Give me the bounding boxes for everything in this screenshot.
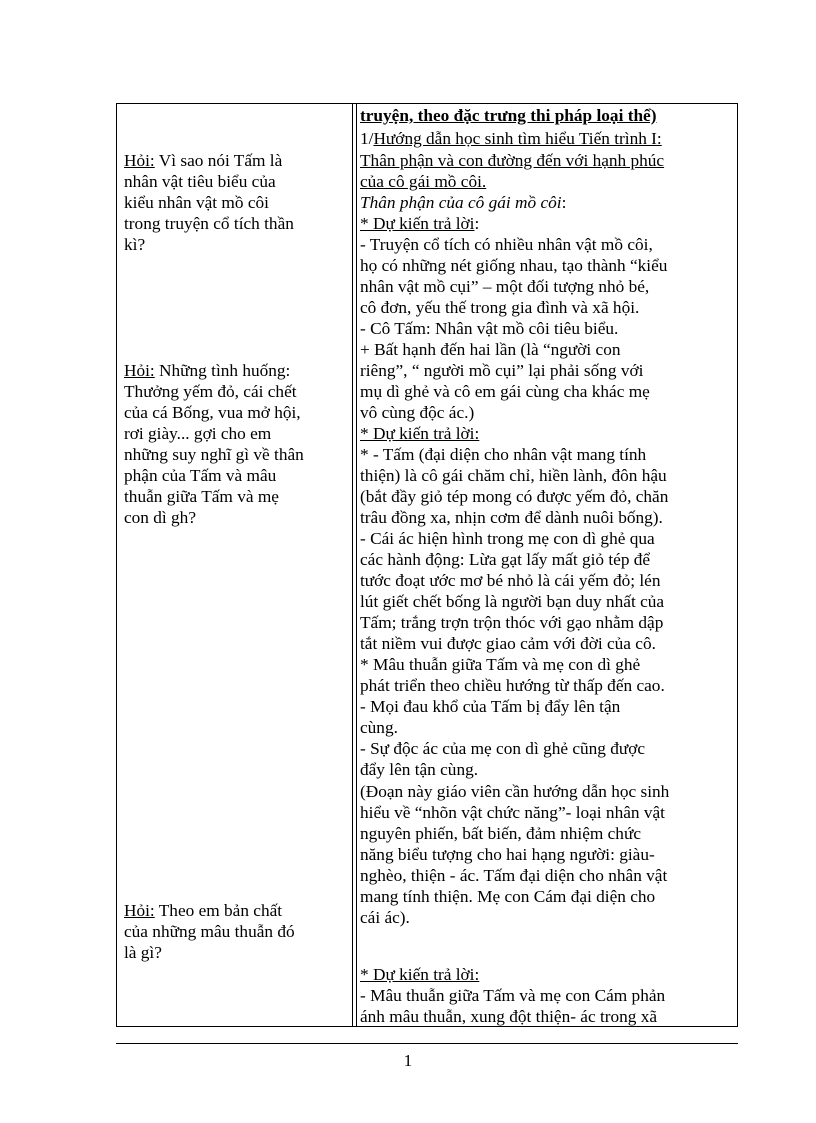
question-2-line: Hỏi: Những tình huống: [124,361,291,380]
answer-line: cùng. [360,718,398,737]
answer-line: riêng”, “ người mồ cụi” lại phải sống với [360,361,644,380]
question-label: Hỏi: [124,361,155,380]
answer-line: ánh mâu thuẫn, xung đột thiện- ác trong xã [360,1007,658,1026]
subheading: Thân phận của cô gái mồ côi: [360,193,567,212]
answer-line: mụ dì ghẻ và cô em gái cùng cha khác mẹ [360,382,650,401]
answer-line: trâu đồng xa, nhịn cơm để dành nuôi bống). [360,508,663,527]
question-2-line: con dì gh? [124,508,196,527]
answer-line: họ có những nét giống nhau, tạo thành “kiểu [360,256,668,275]
answer-line: Tấm; trắng trợn trộn thóc với gạo nhằm dập [360,613,664,632]
answer-line: phát triển theo chiều hướng từ thấp đến cao. [360,676,665,695]
answer-line: nguyên phiến, bất biến, đảm nhiệm chức [360,824,641,843]
question-1-line: kì? [124,235,146,254]
question-3-line: Hỏi: Theo em bản chất [124,901,283,920]
answer-line: - Cái ác hiện hình trong mẹ con dì ghẻ qua [360,529,655,548]
question-2-line: rơi giày... gợi cho em [124,424,272,443]
answer-line: tước đoạt ước mơ bé nhỏ là cái yếm đỏ; lén [360,571,661,590]
section-heading: Thân phận và con đường đến với hạnh phúc [360,151,665,170]
section-heading: 1/Hướng dẫn học sinh tìm hiểu Tiến trình I: [360,129,662,148]
question-label: Hỏi: [124,901,155,920]
answer-line: các hành động: Lừa gạt lấy mất giỏ tép để [360,550,651,569]
answer-line: - Truyện cổ tích có nhiều nhân vật mồ côi, [360,235,653,254]
answer-line: (Đoạn này giáo viên cần hướng dẫn học sinh [360,782,670,801]
question-1-line: trong truyện cổ tích thần [124,214,294,233]
page-number: 1 [403,1051,413,1070]
answer-line: năng biểu tượng cho hai hạng người: giàu- [360,845,655,864]
question-2-line: của cá Bống, vua mở hội, [124,403,301,422]
question-1-line: nhân vật tiêu biểu của [124,172,276,191]
section-heading: của cô gái mồ côi. [360,172,487,191]
answer-line: cái ác). [360,908,410,927]
answer-line: - Cô Tấm: Nhân vật mồ côi tiêu biểu. [360,319,619,338]
answer-line: - Mọi đau khổ của Tấm bị đẩy lên tận [360,697,621,716]
question-1-line: kiểu nhân vật mồ côi [124,193,269,212]
answer-line: cô đơn, yếu thế trong gia đình và xã hội. [360,298,640,317]
question-2-line: phận của Tấm và mâu [124,466,277,485]
lesson-table [116,103,738,1027]
answer-line: * Mâu thuẫn giữa Tấm và mẹ con dì ghẻ [360,655,641,674]
question-label: Hỏi: [124,151,155,170]
answer-line: tắt niềm vui được giao cảm với đời của cô. [360,634,656,653]
answer-line: thiện) là cô gái chăm chỉ, hiền lành, đôn hậu [360,466,667,485]
continued-heading: truyện, theo đặc trưng thi pháp loại thể) [360,106,657,125]
answer-line: mang tính thiện. Mẹ con Cám đại diện cho [360,887,656,906]
question-3-line: là gì? [124,943,162,962]
answer-label: * Dự kiến trả lời: [360,965,480,984]
question-2-line: thuẫn giữa Tấm và mẹ [124,487,279,506]
answer-label: * Dự kiến trả lời: [360,214,480,233]
answer-line: lút giết chết bống là người bạn duy nhất của [360,592,665,611]
answer-line: - Mâu thuẫn giữa Tấm và mẹ con Cám phản [360,986,666,1005]
answer-line: nghèo, thiện - ác. Tấm đại diện cho nhân vật [360,866,668,885]
column-divider [352,104,353,1026]
answer-line: * - Tấm (đại diện cho nhân vật mang tính [360,445,647,464]
answer-label: * Dự kiến trả lời: [360,424,480,443]
answer-line: - Sự độc ác của mẹ con dì ghẻ cũng được [360,739,646,758]
footer-divider [116,1043,738,1044]
answer-line: nhân vật mồ cụi” – một đối tượng nhỏ bé, [360,277,650,296]
answer-line: (bắt đầy giỏ tép mong có được yếm đỏ, chăn [360,487,669,506]
answer-line: hiểu về “nhõn vật chức năng”- loại nhân vật [360,803,665,822]
answer-line: + Bất hạnh đến hai lần (là “người con [360,340,621,359]
answer-line: vô cùng độc ác.) [360,403,475,422]
question-2-line: Thưởng yếm đỏ, cái chết [124,382,297,401]
question-3-line: của những mâu thuẫn đó [124,922,295,941]
column-divider [356,104,357,1026]
answer-line: đẩy lên tận cùng. [360,760,479,779]
question-2-line: những suy nghĩ gì về thân [124,445,304,464]
question-1-line: Hỏi: Vì sao nói Tấm là [124,151,283,170]
